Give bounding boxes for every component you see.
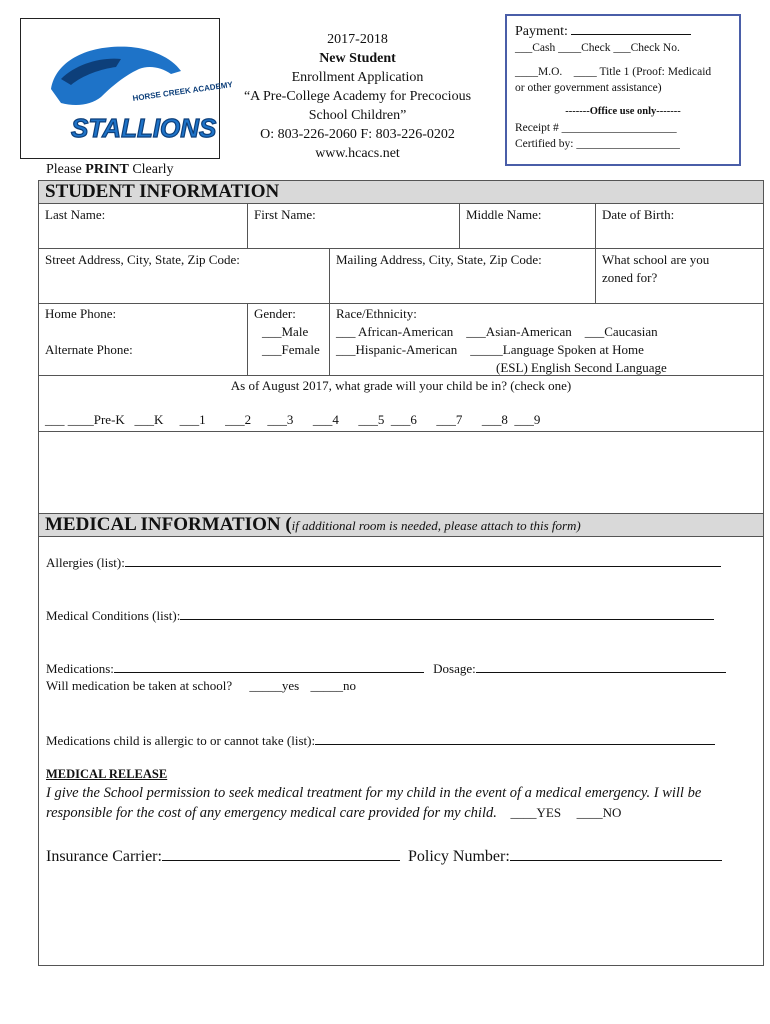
medical-release-text-1: I give the School permission to seek medical treatment for my child in the event of a medical emergency. I will be <box>46 785 702 801</box>
first-name-field[interactable]: First Name: <box>254 207 316 222</box>
school-logo <box>20 18 234 159</box>
release-yes-option[interactable]: ____YES <box>510 805 562 820</box>
middle-name-field[interactable]: Middle Name: <box>466 207 542 222</box>
medical-release-title: MEDICAL RELEASE <box>46 767 168 781</box>
race-options-2[interactable]: ___Hispanic-American _____Language Spoken at Home <box>336 342 644 357</box>
race-esl-note: (ESL) English Second Language <box>496 360 667 375</box>
payment-proof: or other government assistance) <box>515 82 662 94</box>
medication-at-school-no[interactable]: _____no <box>310 678 356 693</box>
grade-options[interactable]: ___ ____Pre-K ___K ___1 ___2 ___3 ___4 ___5 ___6 ___7 ___8 ___9 <box>45 412 541 427</box>
payment-title1[interactable]: ____ Title 1 (Proof: Medicaid <box>573 66 712 78</box>
zoned-school-field[interactable]: What school are you zoned for? <box>602 252 710 285</box>
race-options-1[interactable]: ___ African-American ___Asian-American ___Caucasian <box>336 324 658 339</box>
medical-info-heading: MEDICAL INFORMATION (if additional room is needed, please attach to this form) <box>38 513 764 537</box>
form-header <box>230 30 485 163</box>
medical-conditions-field[interactable]: Medical Conditions (list): <box>46 607 714 624</box>
gender-group <box>248 303 326 361</box>
payment-mo[interactable]: ____M.O. <box>515 66 563 78</box>
tagline-1: “A Pre-College Academy for Precocious <box>243 89 472 104</box>
dosage-field[interactable] <box>476 660 726 673</box>
payment-methods[interactable]: ___Cash ____Check ___Check No. <box>515 42 680 54</box>
race-label: Race/Ethnicity: <box>336 306 417 321</box>
certified-field[interactable]: Certified by: __________________ <box>515 138 680 150</box>
payment-box <box>505 14 741 166</box>
medical-release-line-2: responsible for the cost of any emergency medical care provided for my child. ____YES ____NO <box>46 805 622 821</box>
payment-line[interactable] <box>571 22 691 35</box>
print-instruction: Please PRINT Clearly <box>46 162 174 177</box>
payment-title: Payment: <box>515 24 568 39</box>
dosage-label: Dosage: <box>433 661 476 676</box>
insurance-carrier-field[interactable]: Insurance Carrier: <box>46 846 400 866</box>
logo-wordmark: STALLIONS <box>71 113 217 143</box>
school-year: 2017-2018 <box>327 32 388 47</box>
receipt-field[interactable]: Receipt # ____________________ <box>515 122 677 134</box>
tagline-2: School Children” <box>308 108 407 123</box>
allergies-field[interactable]: Allergies (list): <box>46 554 721 571</box>
gender-label: Gender: <box>254 306 296 321</box>
last-name-field[interactable]: Last Name: <box>45 207 106 222</box>
dob-field[interactable]: Date of Birth: <box>602 207 675 222</box>
alternate-phone-field[interactable]: Alternate Phone: <box>45 342 133 357</box>
medication-at-school-yes[interactable]: _____yes <box>249 678 300 693</box>
mailing-address-field[interactable]: Mailing Address, City, State, Zip Code: <box>336 252 542 267</box>
medications-field[interactable]: Medications: Dosage: <box>46 660 726 677</box>
gender-female-option[interactable]: ___Female <box>262 342 320 357</box>
home-phone-field[interactable]: Home Phone: <box>45 306 117 321</box>
logo-subtext: HORSE CREEK ACADEMY <box>132 80 234 103</box>
street-address-field[interactable]: Street Address, City, State, Zip Code: <box>45 252 240 267</box>
contact-phones: O: 803-226-2060 F: 803-226-0202 <box>260 127 455 142</box>
website: www.hcacs.net <box>315 146 400 161</box>
race-group <box>330 303 760 379</box>
form-title: Enrollment Application <box>291 70 424 85</box>
grade-question: As of August 2017, what grade will your child be in? (check one) <box>230 378 572 393</box>
form-type: New Student <box>319 51 396 66</box>
allergic-medications-field[interactable]: Medications child is allergic to or cannot take (list): <box>46 732 715 749</box>
office-use-label: -------Office use only------- <box>565 106 681 117</box>
student-info-table <box>38 203 764 514</box>
gender-male-option[interactable]: ___Male <box>262 324 309 339</box>
policy-number-field[interactable]: Policy Number: <box>408 846 722 866</box>
release-no-option[interactable]: ____NO <box>576 805 622 820</box>
medical-info-box <box>38 536 764 966</box>
student-info-heading: STUDENT INFORMATION <box>38 180 764 204</box>
medication-at-school-question: Will medication be taken at school? _____yes _____no <box>46 678 356 693</box>
